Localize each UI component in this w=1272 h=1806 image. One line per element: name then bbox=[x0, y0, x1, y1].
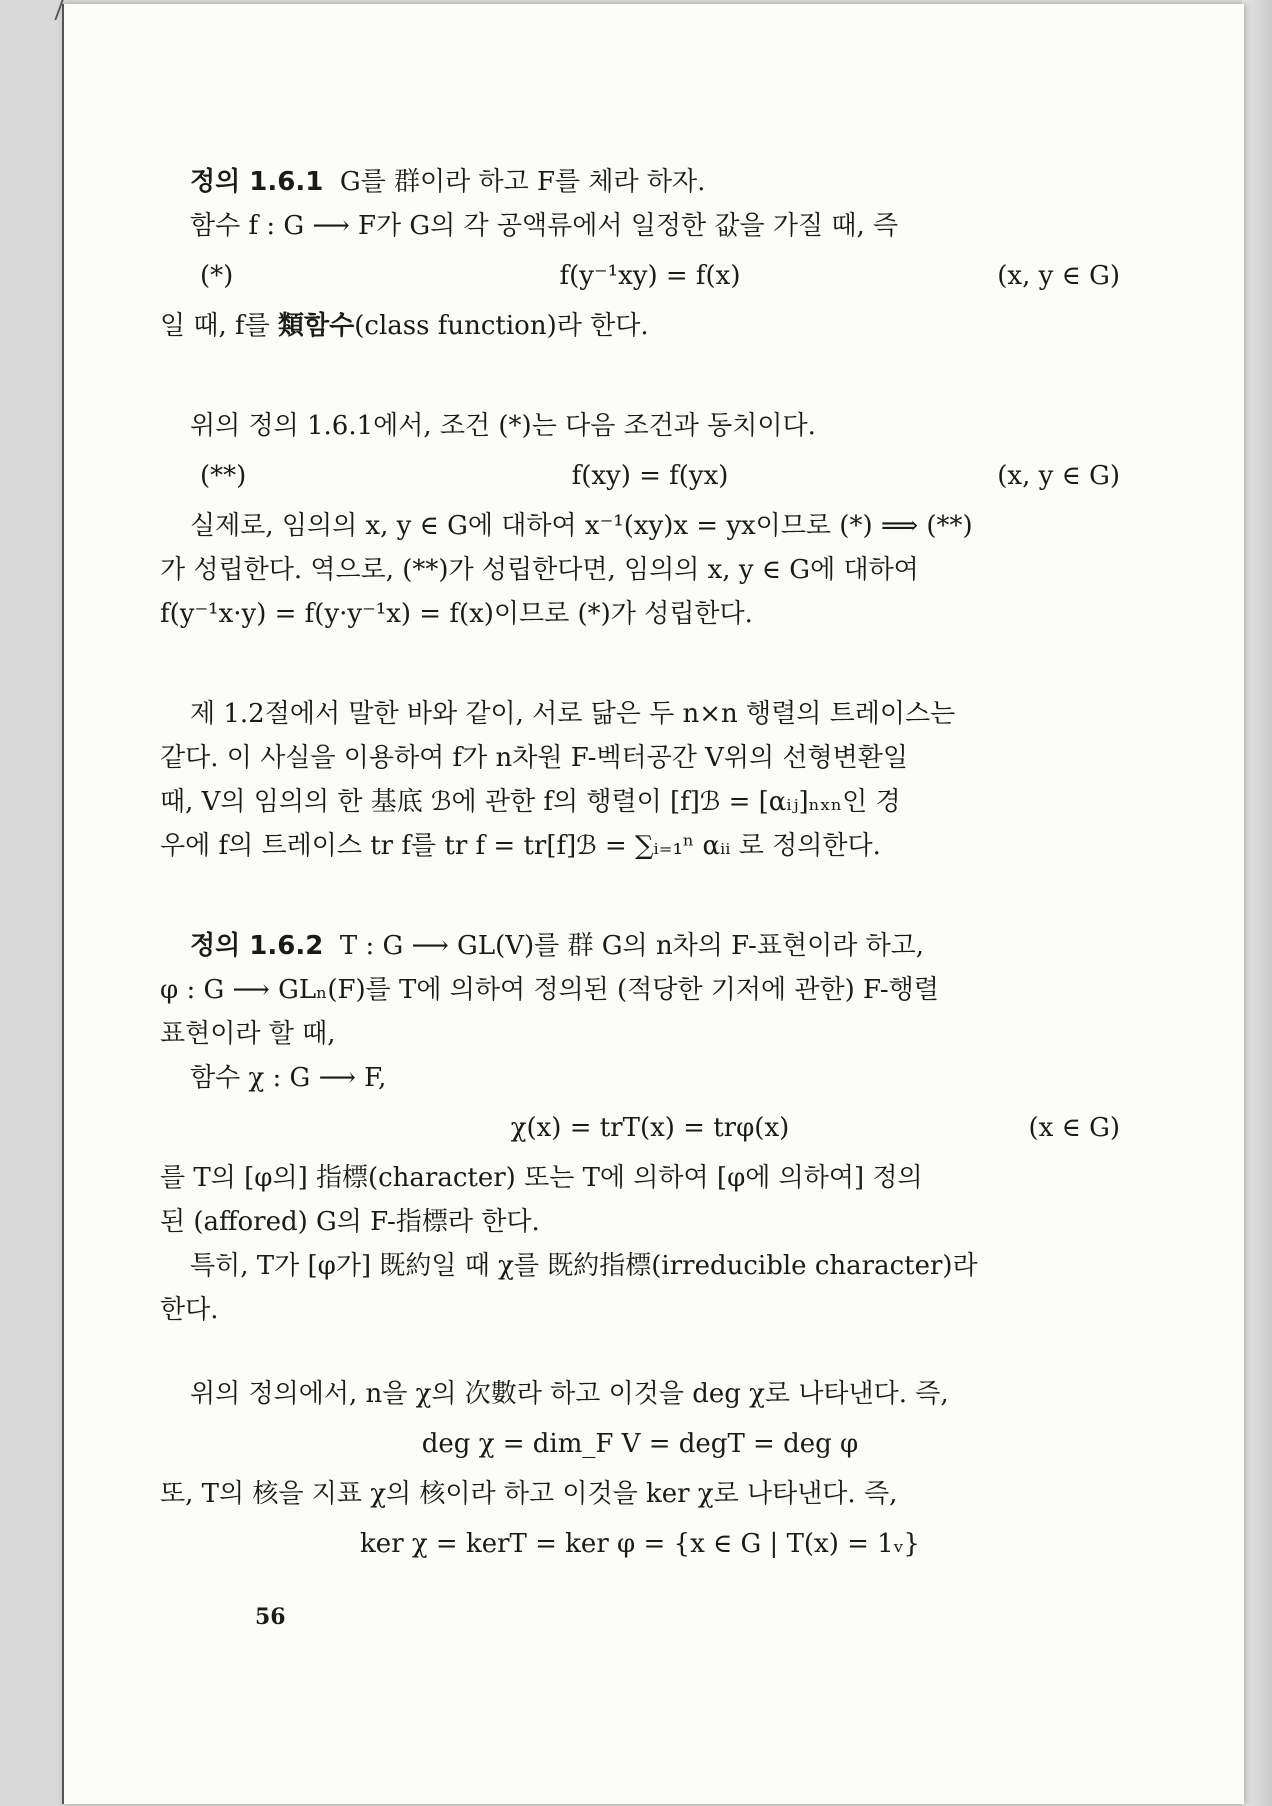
text-line: 한다. bbox=[160, 1295, 219, 1325]
equation-condition: (x, y ∈ G) bbox=[997, 461, 1120, 491]
equation-star bbox=[160, 248, 1120, 304]
definition-heading: 정의 1.6.2 bbox=[190, 931, 324, 961]
page-number: 56 bbox=[255, 1604, 286, 1630]
text-line: 된 (affored) G의 F-指標라 한다. bbox=[160, 1207, 540, 1237]
text-line: 우에 f의 트레이스 tr f를 tr f = tr[f]ℬ = ∑ᵢ₌₁ⁿ αᵢᵢ 로 정의한다. bbox=[160, 831, 881, 861]
page-body bbox=[160, 160, 1120, 1572]
equation-formula: f(y⁻¹xy) = f(x) bbox=[559, 261, 741, 291]
equation-formula: χ(x) = trT(x) = trφ(x) bbox=[510, 1113, 790, 1143]
equation-degree: deg χ = dim_F V = degT = deg φ bbox=[421, 1429, 859, 1459]
text-line: 를 T의 [φ의] 指標(character) 또는 T에 의하여 [φ에 의하여] 정의 bbox=[160, 1163, 923, 1193]
equation-kernel: ker χ = kerT = ker φ = {x ∈ G | T(x) = 1ᵥ} bbox=[360, 1529, 920, 1559]
text-line: 표현이라 할 때, bbox=[160, 1019, 336, 1049]
text-line bbox=[160, 304, 1120, 348]
text-line: 때, V의 임의의 한 基底 ℬ에 관한 f의 행렬이 [f]ℬ = [αᵢⱼ]ₙₓₙ인 경 bbox=[160, 787, 901, 817]
text-line: φ : G ⟶ GLₙ(F)를 T에 의하여 정의된 (적당한 기저에 관한) F-행렬 bbox=[160, 975, 939, 1005]
equation-condition: (x ∈ G) bbox=[1028, 1113, 1120, 1143]
text-line: 함수 χ : G ⟶ F, bbox=[190, 1063, 387, 1093]
text-line: 위의 정의에서, n을 χ의 次數라 하고 이것을 deg χ로 나타낸다. 즉, bbox=[190, 1379, 949, 1409]
definition-1-6-2-title-line bbox=[160, 924, 1120, 968]
equation-tag: (**) bbox=[200, 461, 247, 491]
equation-double-star bbox=[160, 448, 1120, 504]
text-line: 실제로, 임의의 x, y ∈ G에 대하여 x⁻¹(xy)x = yx이므로 (*) ⟹ (**) bbox=[190, 511, 973, 541]
definition-1-6-1-title-line bbox=[160, 160, 1120, 204]
equation-tag: (*) bbox=[200, 261, 234, 291]
term-class-function: 類함수 bbox=[278, 311, 355, 341]
text-line: 제 1.2절에서 말한 바와 같이, 서로 닮은 두 n×n 행렬의 트레이스는 bbox=[190, 699, 956, 729]
equation-condition: (x, y ∈ G) bbox=[997, 261, 1120, 291]
equation-character bbox=[160, 1100, 1120, 1156]
text-fragment: 일 때, f를 bbox=[160, 311, 279, 341]
text-line: 함수 f : G ⟶ F가 G의 각 공액류에서 일정한 값을 가질 때, 즉 bbox=[190, 211, 899, 241]
text-line: 위의 정의 1.6.1에서, 조건 (*)는 다음 조건과 동치이다. bbox=[190, 411, 816, 441]
text-line: 같다. 이 사실을 이용하여 f가 n차원 F-벡터공간 V위의 선형변환일 bbox=[160, 743, 908, 773]
equation-formula: f(xy) = f(yx) bbox=[571, 461, 729, 491]
text-line: G를 群이라 하고 F를 체라 하자. bbox=[339, 167, 706, 197]
scan-edge-shadow bbox=[1242, 0, 1272, 1806]
text-fragment: (class function)라 한다. bbox=[354, 311, 649, 341]
text-line: T : G ⟶ GL(V)를 群 G의 n차의 F-표현이라 하고, bbox=[339, 931, 925, 961]
text-line: 특히, T가 [φ가] 既約일 때 χ를 既約指標(irreducible character)라 bbox=[190, 1251, 978, 1281]
text-line: f(y⁻¹x·y) = f(y·y⁻¹x) = f(x)이므로 (*)가 성립한다. bbox=[160, 599, 753, 629]
definition-heading: 정의 1.6.1 bbox=[190, 167, 324, 197]
text-line: 또, T의 核을 지표 χ의 核이라 하고 이것을 ker χ로 나타낸다. 즉, bbox=[160, 1479, 898, 1509]
text-line: 가 성립한다. 역으로, (**)가 성립한다면, 임의의 x, y ∈ G에 대하여 bbox=[160, 555, 919, 585]
